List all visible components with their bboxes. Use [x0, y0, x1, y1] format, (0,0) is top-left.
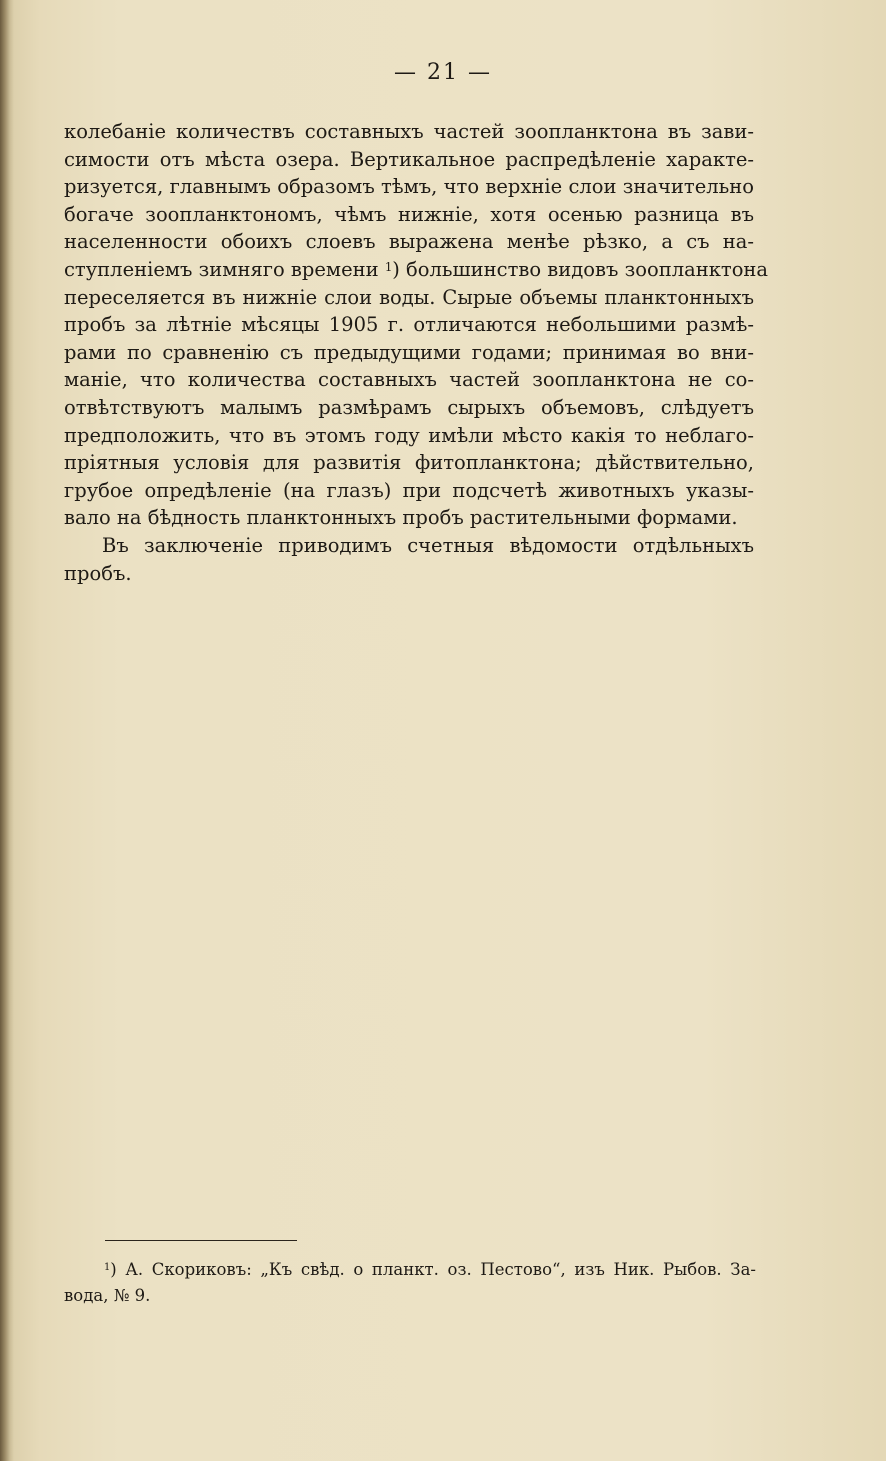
text-line: богаче зоопланктономъ, чѣмъ нижніе, хотя осенью разница въ — [64, 202, 754, 226]
text-line: населенности обоихъ слоевъ выражена менѣе рѣзко, а съ на- — [64, 230, 754, 254]
text-line: Въ заключеніе приводимъ счетныя вѣдомости отдѣльныхъ — [102, 533, 754, 557]
footnote-line: вода, № 9. — [64, 1286, 151, 1305]
paragraph-1 — [64, 118, 769, 532]
page-number: — 21 — — [394, 60, 492, 85]
text-line: пріятныя условія для развитія фитопланктона; дѣйствительно, — [64, 451, 754, 475]
text-line: симости отъ мѣста озера. Вертикальное распредѣленіе характе- — [64, 147, 754, 171]
text-line: рами по сравненію съ предыдущими годами; принимая во вни- — [64, 340, 754, 364]
text-line: отвѣтствуютъ малымъ размѣрамъ сырыхъ объемовъ, слѣдуетъ — [64, 395, 754, 419]
text-line: ризуется, главнымъ образомъ тѣмъ, что верхніе слои значительно — [64, 175, 754, 199]
footnote-marker: 1 — [104, 1262, 111, 1273]
body-text — [64, 118, 769, 587]
text-line: пробъ за лѣтніе мѣсяцы 1905 г. отличаются небольшими размѣ- — [64, 313, 754, 337]
footnote-reference: 1 — [384, 259, 393, 274]
text-segment: ступленіемъ зимняго времени — [64, 257, 385, 281]
text-line: вало на бѣдность планктонныхъ пробъ растительными формами. — [64, 506, 738, 530]
text-line: маніе, что количества составныхъ частей зоопланктона не со- — [64, 368, 754, 392]
footnote-line — [64, 1257, 756, 1283]
text-line: пробъ. — [64, 561, 132, 585]
footnote-text: ) А. Скориковъ: „Къ свѣд. о планкт. оз. Пестово“, изъ Ник. Рыбов. За- — [110, 1260, 756, 1279]
text-line: переселяется въ нижніе слои воды. Сырые объемы планктонныхъ — [64, 285, 754, 309]
footnote — [64, 1257, 756, 1309]
paragraph-2 — [64, 532, 754, 587]
text-line: предположить, что въ этомъ году имѣли мѣсто какія то неблаго- — [64, 423, 754, 447]
binding-edge-shadow — [0, 0, 14, 1461]
text-line: колебаніе количествъ составныхъ частей зоопланктона въ зави- — [64, 120, 754, 143]
text-line-with-footnote-ref — [64, 256, 769, 284]
footnote-divider — [105, 1240, 297, 1241]
text-segment: ) большинство видовъ зоопланктона — [392, 257, 769, 281]
text-line: грубое опредѣленіе (на глазъ) при подсчетѣ животныхъ указы- — [64, 478, 754, 502]
